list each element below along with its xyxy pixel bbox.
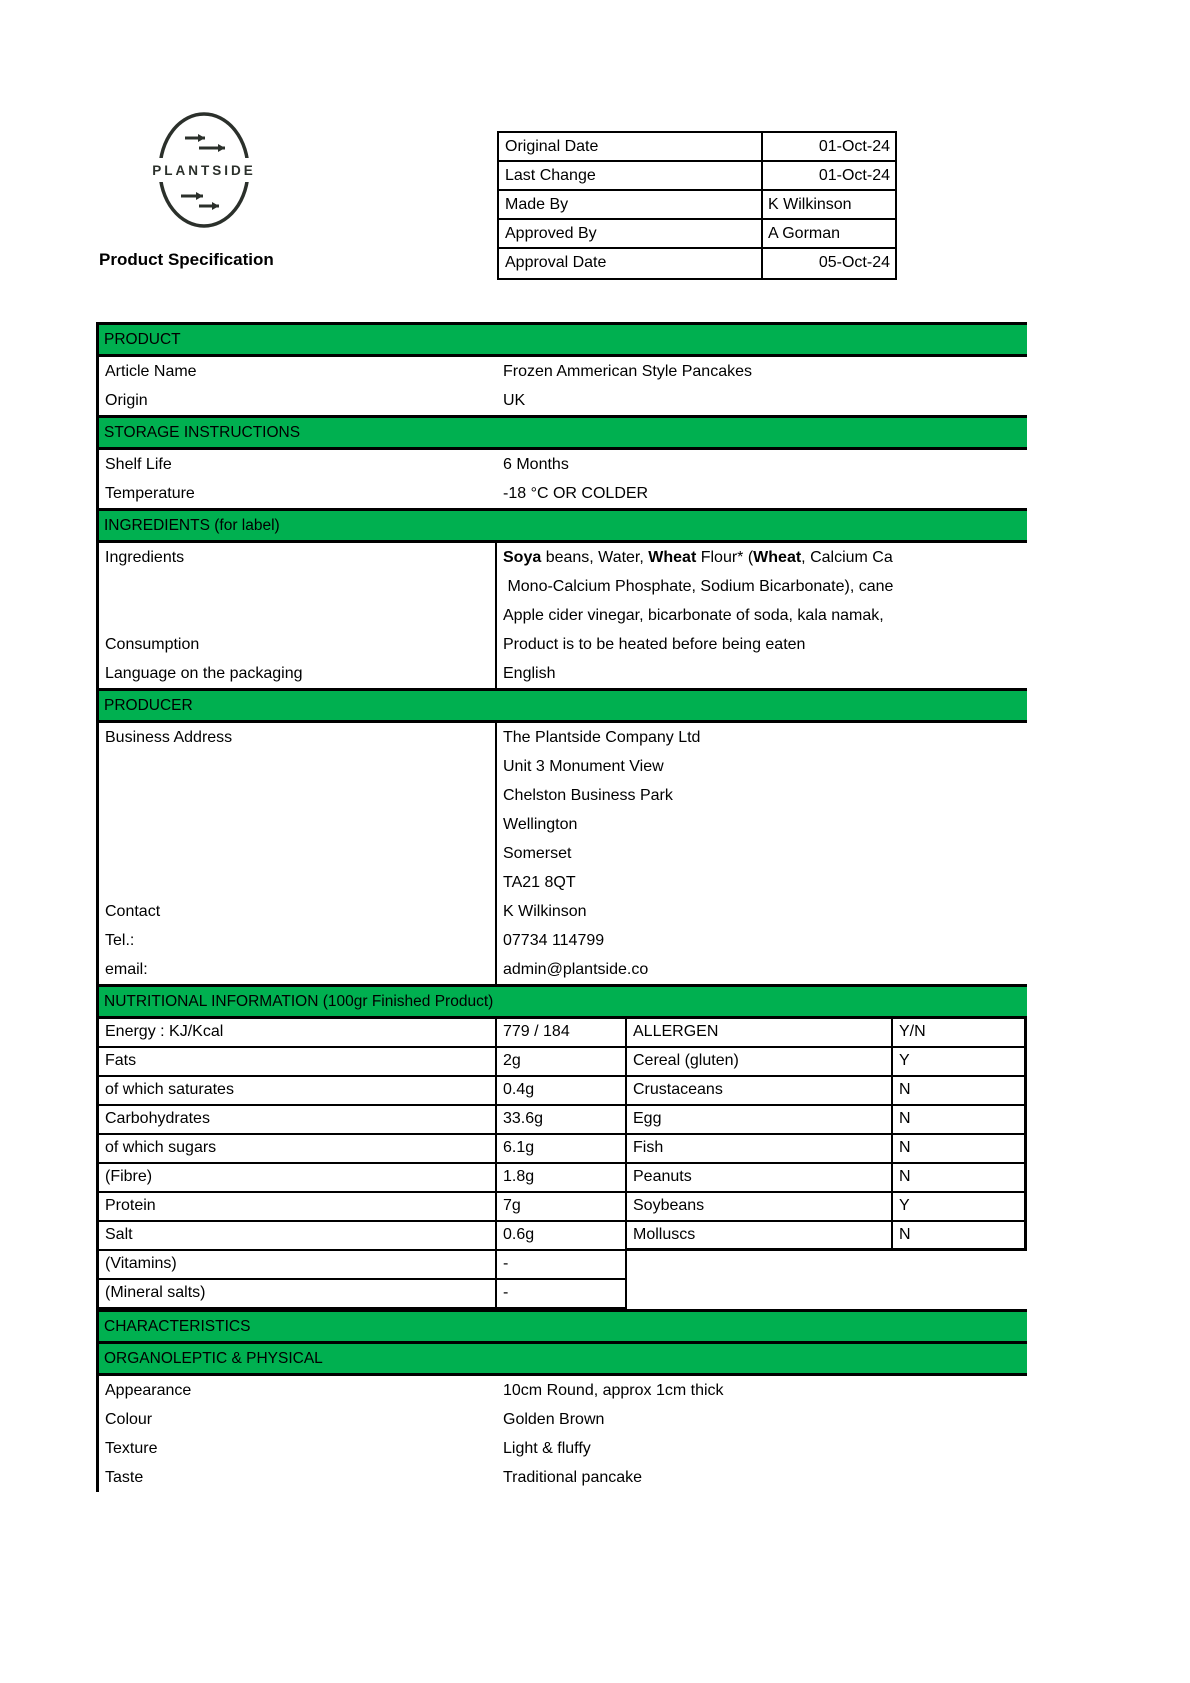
last-change-value: 01-Oct-24 (818, 167, 890, 184)
nutrition-table (99, 1019, 627, 1309)
colour-value: Golden Brown (503, 1411, 605, 1428)
table-row (99, 897, 1027, 926)
origin-label: Origin (105, 392, 148, 409)
allergen-header: ALLERGEN (627, 1019, 893, 1046)
table-row (627, 1135, 1024, 1164)
original-date-value: 01-Oct-24 (818, 138, 890, 155)
origin-value: UK (503, 392, 526, 409)
language-label: Language on the packaging (99, 659, 497, 688)
protein-value: 7g (503, 1197, 521, 1214)
allergen-soybeans-value: Y (899, 1197, 910, 1214)
section-band-storage: STORAGE INSTRUCTIONS (99, 415, 1027, 450)
allergen-molluscs-value: N (899, 1226, 911, 1243)
approved-by-value: A Gorman (768, 225, 841, 242)
energy-value: 779 / 184 (503, 1023, 570, 1040)
article-name-value: Frozen Ammerican Style Pancakes (503, 363, 752, 380)
appearance-label: Appearance (105, 1382, 192, 1399)
vitamins-value: - (503, 1255, 509, 1272)
table-row (99, 781, 1027, 810)
ingredients-line: Mono-Calcium Phosphate, Sodium Bicarbonate), cane (503, 578, 894, 595)
plantside-logo (138, 102, 270, 242)
colour-label: Colour (105, 1411, 153, 1428)
table-row (499, 249, 895, 278)
allergen-fish-label: Fish (627, 1135, 893, 1162)
table-row (99, 926, 1027, 955)
allergen-egg-value: N (899, 1110, 911, 1127)
saturates-value: 0.4g (503, 1081, 535, 1098)
texture-label: Texture (105, 1440, 158, 1457)
business-address-line: TA21 8QT (503, 874, 576, 891)
section-band-product: PRODUCT (99, 322, 1027, 357)
saturates-label: of which saturates (99, 1077, 497, 1104)
section-band-nutrition: NUTRITIONAL INFORMATION (100gr Finished Product) (99, 984, 1027, 1019)
table-row (99, 630, 1027, 659)
made-by-label: Made By (499, 191, 763, 218)
table-row (499, 220, 895, 249)
mineral-salts-value: - (503, 1284, 509, 1301)
carbohydrates-value: 33.6g (503, 1110, 544, 1127)
fats-label: Fats (99, 1048, 497, 1075)
allergen-crustaceans-label: Crustaceans (627, 1077, 893, 1104)
made-by-value: K Wilkinson (768, 196, 852, 213)
table-row (99, 1048, 625, 1077)
table-row (627, 1193, 1024, 1222)
svg-text:PLANTSIDE: PLANTSIDE (152, 163, 256, 178)
consumption-value: Product is to be heated before being eaten (503, 636, 806, 653)
table-row (99, 839, 1027, 868)
carbohydrates-label: Carbohydrates (99, 1106, 497, 1133)
appearance-value: 10cm Round, approx 1cm thick (503, 1382, 724, 1399)
table-row (627, 1222, 1024, 1251)
table-row (99, 543, 1027, 572)
fats-value: 2g (503, 1052, 521, 1069)
taste-value: Traditional pancake (503, 1469, 643, 1486)
business-address-label: Business Address (99, 723, 497, 752)
business-address-line: Unit 3 Monument View (503, 758, 664, 775)
allergen-table (627, 1019, 1027, 1251)
salt-value: 0.6g (503, 1226, 535, 1243)
tel-label: Tel.: (99, 926, 497, 955)
revision-table (497, 131, 897, 280)
allergen-crustaceans-value: N (899, 1081, 911, 1098)
table-row (99, 723, 1027, 752)
fibre-label: (Fibre) (99, 1164, 497, 1191)
article-name-label: Article Name (105, 363, 197, 380)
table-row (627, 1019, 1024, 1048)
ingredients-label: Ingredients (99, 543, 497, 572)
table-row (99, 1405, 1027, 1434)
spec-table (96, 322, 1027, 1492)
empty-label (99, 810, 497, 839)
table-row (99, 1463, 1027, 1492)
nutrition-grid (99, 1019, 1027, 1309)
table-row (99, 1193, 625, 1222)
table-row (99, 1106, 625, 1135)
approval-date-value: 05-Oct-24 (818, 254, 890, 271)
page-title: Product Specification (99, 250, 274, 269)
protein-label: Protein (99, 1193, 497, 1220)
table-row (99, 1164, 625, 1193)
ingredients-label-cont (99, 572, 497, 601)
temperature-label: Temperature (105, 485, 195, 502)
table-row (99, 601, 1027, 630)
table-row (627, 1048, 1024, 1077)
allergen-peanuts-label: Peanuts (627, 1164, 893, 1191)
ingredients-label-cont (99, 601, 497, 630)
shelf-life-label: Shelf Life (105, 456, 172, 473)
table-row (99, 1077, 625, 1106)
contact-label: Contact (99, 897, 497, 926)
table-row (99, 1135, 625, 1164)
table-row (99, 1376, 1027, 1405)
allergen-egg-label: Egg (627, 1106, 893, 1133)
vitamins-label: (Vitamins) (99, 1251, 497, 1278)
table-row (99, 752, 1027, 781)
taste-label: Taste (105, 1469, 144, 1486)
table-row (499, 133, 895, 162)
table-row (99, 810, 1027, 839)
table-row (99, 659, 1027, 688)
table-row (99, 1251, 625, 1280)
email-value: admin@plantside.co (503, 961, 649, 978)
empty-label (99, 839, 497, 868)
table-row (499, 162, 895, 191)
sugars-value: 6.1g (503, 1139, 535, 1156)
section-band-characteristics: CHARACTERISTICS (99, 1309, 1027, 1344)
contact-value: K Wilkinson (503, 903, 587, 920)
table-row (99, 479, 1027, 508)
shelf-life-value: 6 Months (503, 456, 569, 473)
table-row (99, 868, 1027, 897)
allergen-cereal-label: Cereal (gluten) (627, 1048, 893, 1075)
tel-value: 07734 114799 (503, 932, 605, 949)
section-band-organoleptic: ORGANOLEPTIC & PHYSICAL (99, 1344, 1027, 1376)
business-address-line: The Plantside Company Ltd (503, 729, 701, 746)
empty-label (99, 868, 497, 897)
energy-label: Energy : KJ/Kcal (99, 1019, 497, 1046)
temperature-value: -18 °C OR COLDER (503, 485, 649, 502)
table-row (499, 191, 895, 220)
table-row (99, 357, 1027, 386)
original-date-label: Original Date (499, 133, 763, 160)
mineral-salts-label: (Mineral salts) (99, 1280, 497, 1307)
salt-label: Salt (99, 1222, 497, 1249)
email-label: email: (99, 955, 497, 984)
approval-date-label: Approval Date (499, 249, 763, 278)
sugars-label: of which sugars (99, 1135, 497, 1162)
business-address-line: Chelston Business Park (503, 787, 673, 804)
table-row (99, 386, 1027, 415)
approved-by-label: Approved By (499, 220, 763, 247)
table-row (99, 1434, 1027, 1463)
table-row (99, 572, 1027, 601)
consumption-label: Consumption (99, 630, 497, 659)
allergen-cereal-value: Y (899, 1052, 910, 1069)
table-row (627, 1106, 1024, 1135)
table-row (99, 1019, 625, 1048)
allergen-molluscs-label: Molluscs (627, 1222, 893, 1248)
language-value: English (503, 665, 556, 682)
ingredients-line: Soya beans, Water, Wheat Flour* (Wheat, Calcium Ca (503, 549, 893, 566)
empty-label (99, 781, 497, 810)
table-row (99, 1280, 625, 1309)
allergen-soybeans-label: Soybeans (627, 1193, 893, 1220)
table-row (99, 1222, 625, 1251)
table-row (627, 1164, 1024, 1193)
yn-header: Y/N (899, 1023, 926, 1040)
allergen-peanuts-value: N (899, 1168, 911, 1185)
last-change-label: Last Change (499, 162, 763, 189)
section-band-ingredients: INGREDIENTS (for label) (99, 508, 1027, 543)
business-address-line: Wellington (503, 816, 578, 833)
table-row (99, 450, 1027, 479)
empty-label (99, 752, 497, 781)
table-row (99, 955, 1027, 984)
texture-value: Light & fluffy (503, 1440, 591, 1457)
table-row (627, 1077, 1024, 1106)
business-address-line: Somerset (503, 845, 572, 862)
fibre-value: 1.8g (503, 1168, 535, 1185)
section-band-producer: PRODUCER (99, 688, 1027, 723)
ingredients-line: Apple cider vinegar, bicarbonate of soda, kala namak, (503, 607, 884, 624)
allergen-fish-value: N (899, 1139, 911, 1156)
plantside-logo-icon (141, 104, 267, 240)
